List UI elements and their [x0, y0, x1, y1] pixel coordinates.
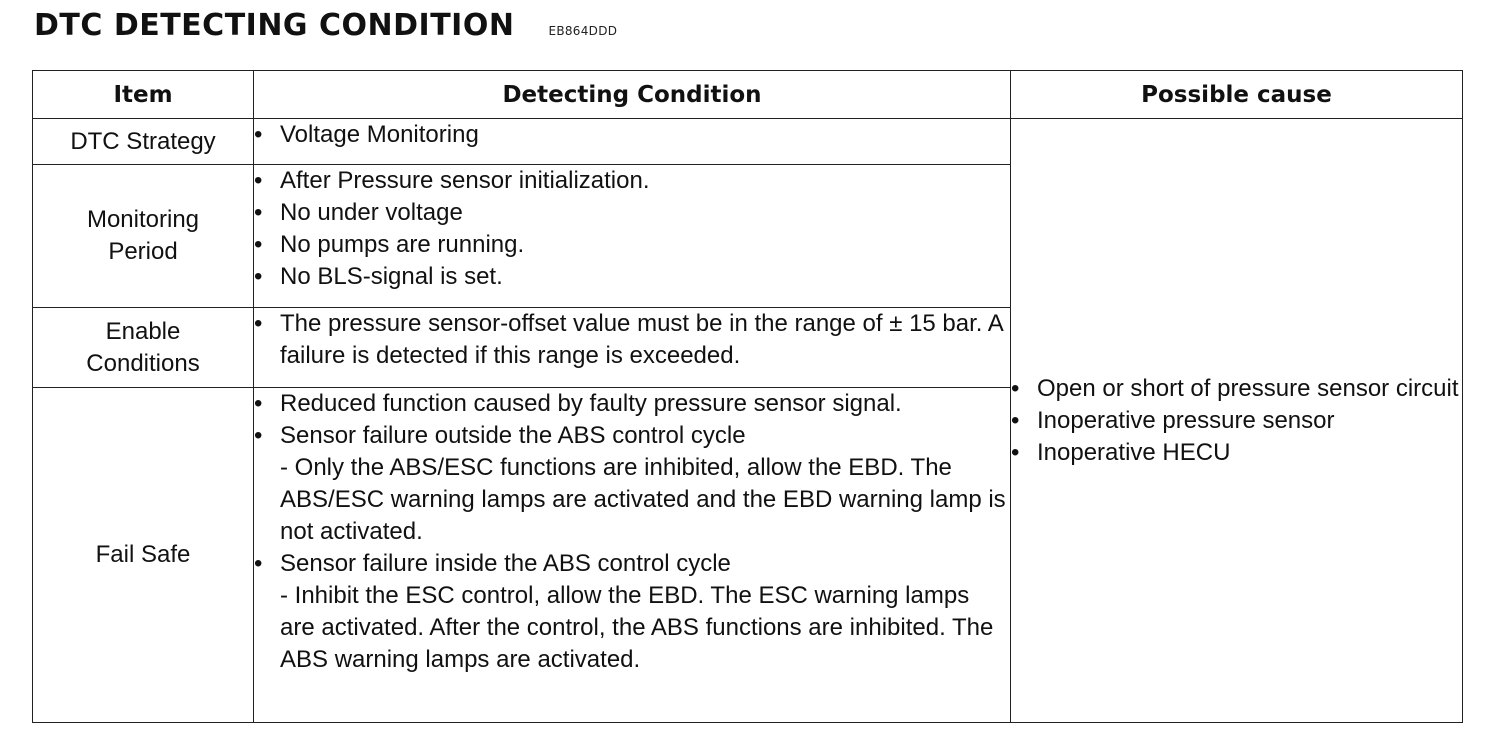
column-header-detecting-condition: Detecting Condition [254, 71, 1011, 119]
list-item [254, 420, 1010, 548]
condition-cell [254, 165, 1011, 308]
dtc-condition-table [32, 70, 1463, 723]
item-label-line: Monitoring [86, 206, 200, 233]
item-label-line: Period [108, 238, 178, 265]
list-item: • Voltage Monitoring [254, 119, 1010, 151]
item-cell-enable-conditions [33, 308, 254, 388]
condition-cell [254, 308, 1011, 388]
possible-cause-cell [1011, 119, 1463, 723]
condition-list [254, 388, 1010, 676]
page-title: DTC DETECTING CONDITION [34, 8, 515, 43]
condition-list [254, 308, 1010, 372]
possible-cause-list [1011, 373, 1462, 469]
condition-cell [254, 119, 1011, 165]
column-header-possible-cause: Possible cause [1011, 71, 1463, 119]
list-item: • Inoperative pressure sensor [1011, 405, 1462, 437]
condition-text: Sensor failure outside the ABS control cycle [280, 422, 746, 449]
list-item: • Open or short of pressure sensor circuit [1011, 373, 1462, 405]
condition-cell [254, 388, 1011, 723]
item-label-line: Conditions [86, 349, 200, 377]
condition-note: - Only the ABS/ESC functions are inhibited, allow the EBD. The ABS/ESC warning lamps are activated and the EBD warning lamp is not activated. [280, 454, 1006, 545]
condition-list [254, 165, 1010, 293]
condition-note: - Inhibit the ESC control, allow the EBD. The ESC warning lamps are activated. After the control, the ABS functions are inhibited. The ABS warning lamps are activated. [280, 582, 994, 673]
list-item: • The pressure sensor-offset value must be in the range of ± 15 bar. A failure is detected if this range is exceeded. [254, 308, 1010, 372]
item-cell-dtc-strategy [33, 119, 254, 165]
condition-text: Reduced function caused by faulty pressure sensor signal. [280, 390, 902, 417]
list-item: • No pumps are running. [254, 229, 1010, 261]
list-item [254, 388, 1010, 420]
document-code: EB864DDD [548, 24, 618, 38]
table-header-row [33, 71, 1463, 119]
list-item: • No under voltage [254, 197, 1010, 229]
page-header [34, 8, 617, 43]
list-item [254, 548, 1010, 676]
table-row [33, 119, 1463, 165]
list-item: • Inoperative HECU [1011, 437, 1462, 469]
condition-list [254, 119, 1010, 151]
list-item: • After Pressure sensor initialization. [254, 165, 1010, 197]
item-label-line: Enable [105, 317, 181, 345]
item-label: Fail Safe [95, 541, 191, 568]
list-item: • No BLS-signal is set. [254, 261, 1010, 293]
item-label: DTC Strategy [70, 127, 216, 155]
column-header-item: Item [33, 71, 254, 119]
condition-text: Sensor failure inside the ABS control cycle [280, 550, 731, 577]
item-cell-monitoring-period [33, 165, 254, 308]
item-cell-fail-safe [33, 388, 254, 723]
